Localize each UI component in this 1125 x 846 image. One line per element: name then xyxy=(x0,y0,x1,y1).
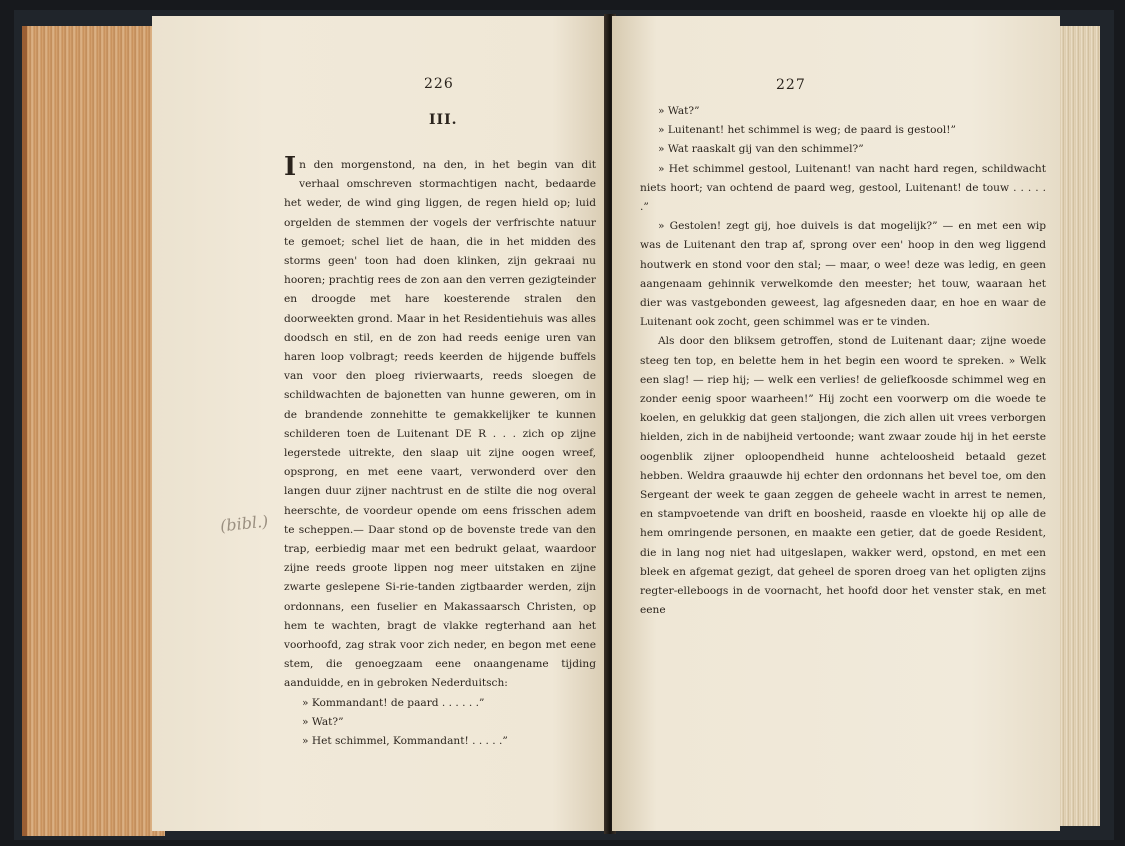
drop-cap: I xyxy=(284,152,297,182)
paragraph: » Wat?” xyxy=(302,715,344,728)
page-edges-left xyxy=(22,26,165,836)
pencil-annotation: (bibl.) xyxy=(219,511,270,536)
paragraph: » Gestolen! zegt gij, hoe duivels is dat mogelijk?” — en met een wip was de Luitenant den trap af, sprong over een' hoop in den weg liggend houtwerk en stond voor den stal; — maar, o wee! deze was ledig, en geen aangenaam gehinnik verwelkomde den meester; het touw, waaraan het dier was vastgebonden geweest, lag afgesneden daar, en hoe en waar de Luitenant ook zocht, geen schimmel was er te vinden. xyxy=(640,220,1046,329)
left-page xyxy=(152,16,607,831)
page-edges-right xyxy=(1060,26,1100,826)
paragraph: » Wat?” xyxy=(658,105,700,117)
body-text xyxy=(284,152,596,751)
paragraph: » Wat raaskalt gij van den schimmel?” xyxy=(658,143,864,156)
paragraph: » Het schimmel, Kommandant! . . . . .” xyxy=(302,735,508,748)
paragraph: » Kommandant! de paard . . . . . .” xyxy=(302,696,485,709)
page-number: 226 xyxy=(424,76,454,92)
paragraph: » Het schimmel gestool, Luitenant! van nacht hard regen, schildwacht niets hoort; van ochtend de paard weg, gestool, Luitenant! de touw . . . . . .” xyxy=(640,162,1046,214)
paragraph: Als door den bliksem getroffen, stond de Luitenant daar; zijne woede steeg ten top, en belette hem in het begin een woord te spreken. » Welk een slag! — riep hij; — welk een verlies! de geliefkoosde schimmel weg en zonder eenig spoor waarheen!” Hij zocht een voorwerp om die woede te koelen, en gelukkig dat geen staljongen, die zich allen uit vrees verborgen hielden, zich in de nabijheid vertoonde; want zwaar zoude hij in het eerste oogenblik zijner oploopendheid hunne achteloosheid betaald gezet hebben. Weldra graauwde hij echter den ordonnans het bevel toe, om den Sergeant der week te gaan zeggen de geheele wacht in arrest te nemen, en stampvoetende van drift en boosheid, raasde en vloekte hij op alle de hem omringende personen, en maakte een getier, dat de goede Resident, die in lang nog niet had uitgeslapen, wakker werd, opstond, en met een bleek en afgemat gezigt, dat geheel de sporen droeg van het opligten zijns regter-elleboogs in de voornacht, het hoofd door het venster stak, en met eene xyxy=(640,335,1046,617)
page-number: 227 xyxy=(776,77,806,93)
paragraph: » Luitenant! het schimmel is weg; de paard is gestool!” xyxy=(658,124,956,137)
right-page xyxy=(612,16,1060,831)
paragraph: In den morgenstond, na den, in het begin van dit verhaal omschreven stormachtigen nacht, bedaarde het weder, de wind ging liggen, de regen hield op; luid orgelden de stemmen der vogels der verfrischte natuur te gemoet; schel liet de haan, die in het midden des storms geen' toon had doen klinken, zijn gekraai nu hooren; prachtig rees de zon aan den verren gezigteinder en droogde met hare koesterende stralen den doorweekten grond. Maar in het Residentiehuis was alles doodsch en stil, en de zon had reeds eenige uren van haren loop volbragt; reeds keerden de hijgende buffels van voor den ploeg rivierwaarts, reeds sloegen de schildwachten de bajonetten van hunne geweren, om in de brandende zonnehitte te gemakkelijker te kunnen schilderen toen de Luitenant DE R . . . zich op zijne legerstede uitrekte, den slaap uit zijne oogen wreef, opsprong, en met eene vaart, verwonderd over den langen duur zijner nachtrust en de stilte die nog overal heerschte, de voordeur opende om eens frisschen adem te scheppen.— Daar stond op de bovenste trede van den trap, eerbiedig maar met een bedrukt gelaat, waardoor zijne reeds groote lippen nog meer uitstaken en zijne zwarte geslepene Si-rie-tanden zigtbaarder werden, zijn ordonnans, een fuselier en Makassaarsch Christen, op hem te wachten, bragt de vlakke regterhand aan het voorhoofd, zag strak voor zich neder, en begon met eene stem, die genoegzaam eene onaangename tijding aanduidde, en in gebroken Nederduitsch: xyxy=(284,152,596,690)
body-text xyxy=(640,102,1046,620)
chapter-heading: III. xyxy=(429,112,458,128)
